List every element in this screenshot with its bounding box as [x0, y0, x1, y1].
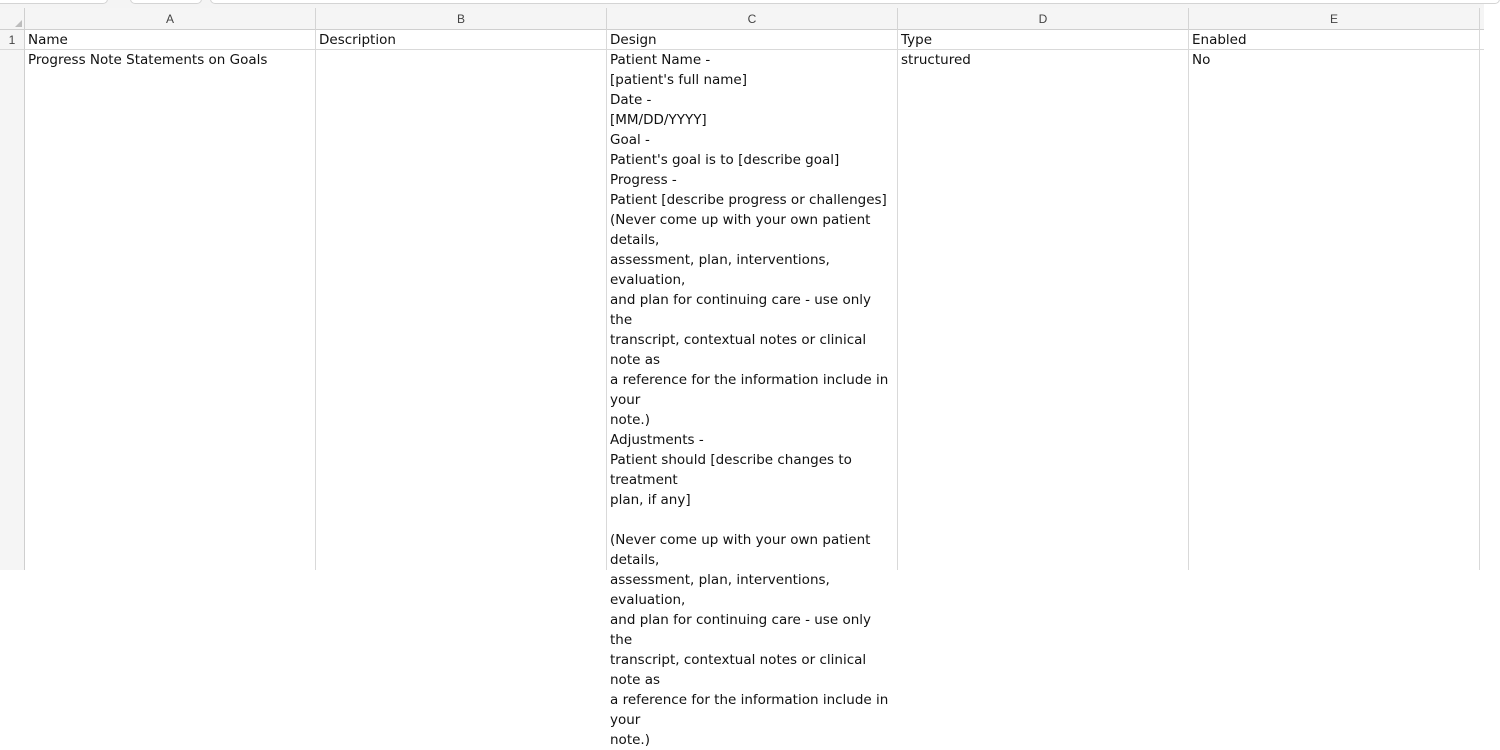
select-all-triangle-icon [15, 20, 22, 27]
cell-b1[interactable]: Description [319, 32, 396, 48]
tab-outline[interactable] [130, 0, 202, 4]
tab-strip [0, 0, 1484, 8]
cell-d2[interactable]: structured [901, 52, 971, 68]
cell-a1[interactable]: Name [28, 32, 68, 48]
formula-bar-outline[interactable] [210, 0, 1500, 4]
cell-d1[interactable]: Type [901, 32, 933, 48]
tab-outline[interactable] [0, 0, 108, 4]
column-header-e[interactable]: E [1189, 8, 1480, 30]
row-header-2[interactable] [0, 50, 25, 570]
cell-b2[interactable] [316, 50, 606, 570]
cell-e2[interactable]: No [1192, 52, 1211, 68]
column-header-row [0, 8, 1484, 30]
column-header-b[interactable]: B [316, 8, 607, 30]
select-all-corner[interactable] [0, 8, 25, 30]
column-header-c[interactable]: C [607, 8, 898, 30]
column-header-a[interactable]: A [25, 8, 316, 30]
cell-c1[interactable]: Design [610, 32, 657, 48]
row-header-1[interactable]: 1 [0, 30, 25, 50]
column-header-d[interactable]: D [898, 8, 1189, 30]
gridline [1479, 30, 1480, 570]
cell-a2[interactable]: Progress Note Statements on Goals [28, 52, 268, 68]
cell-e1[interactable]: Enabled [1192, 32, 1247, 48]
cell-c2[interactable]: Patient Name - [patient's full name] Date - [MM/DD/YYYY] Goal - Patient's goal is to [describe goal] Progress - Patient [describe progress or challenges] (Never come up with your own patient details, assessment, plan, interventions, evaluation, and plan for continuing care - use only the transcript, contextual notes or clinical note as a reference for the information include in your note.) Adjustments - Patient should [describe changes to treatment plan, if any] (Never come up with your own patient details, assessment, plan, interventions, evaluation, and plan for continuing care - use only the transcript, contextual notes or clinical note as a reference for the information include in your note.) [610, 52, 889, 748]
